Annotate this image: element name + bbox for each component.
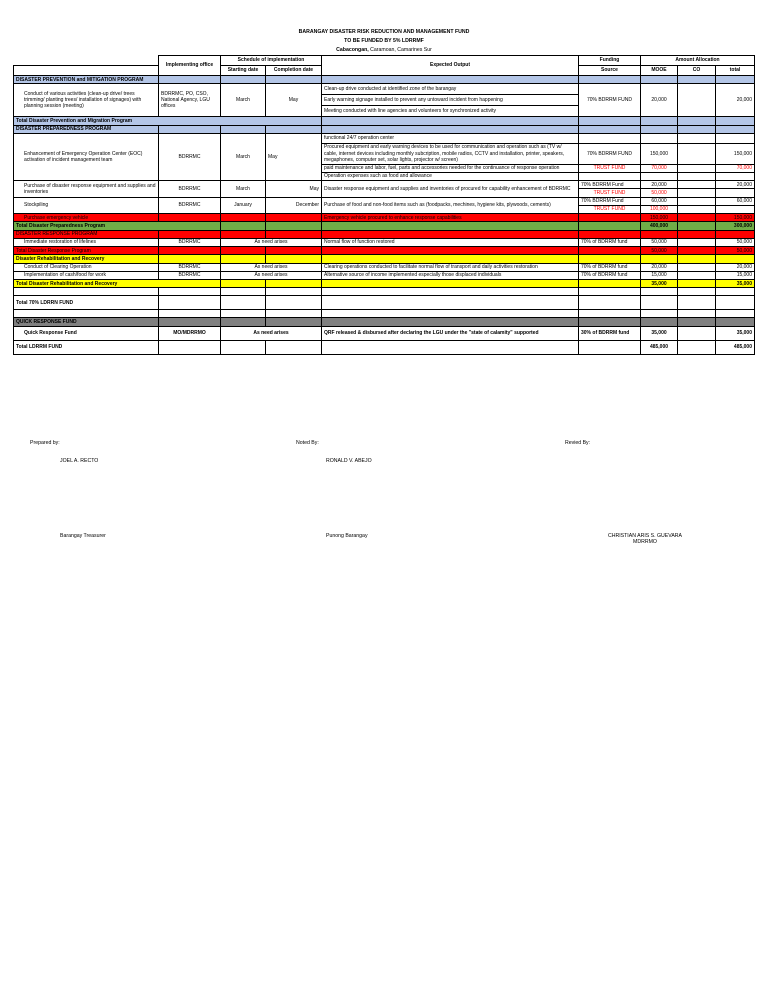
total-row-prevention: Total Disaster Prevention and Migration Program bbox=[14, 117, 755, 125]
col-completion: Completion date bbox=[266, 66, 322, 76]
source-cell: 70% BDRRM Fund bbox=[579, 181, 641, 189]
col-total: total bbox=[716, 66, 755, 76]
mooe-cell: 70,000 bbox=[641, 164, 678, 172]
mooe-cell: 20,000 bbox=[641, 84, 678, 117]
section-heading-response: DISASTER RESPONSE PROGRAM bbox=[14, 230, 755, 238]
output-cell: paid maintenance and labor, fuel, parts and accessories needed for the continuance of response operation bbox=[322, 164, 579, 172]
prepared-title: Barangay Treasurer bbox=[60, 533, 106, 539]
source-cell: 70% of BDRRM fund bbox=[579, 238, 641, 246]
schedule-cell: As need arises bbox=[221, 326, 322, 340]
header-row-1 bbox=[14, 56, 755, 66]
col-mooe: MOOE bbox=[641, 66, 678, 76]
office-cell: BDRRMC bbox=[159, 181, 221, 198]
mooe-cell: 50,000 bbox=[641, 189, 678, 197]
office-cell: BDRRMC, PO, CSO, National Agency, LGU offices bbox=[159, 84, 221, 117]
section-heading-rehabilitation: Disaster Rehabilitation and Recovery bbox=[14, 255, 755, 263]
source-cell: 70% of BDRRM fund bbox=[579, 263, 641, 271]
location-line bbox=[0, 47, 768, 53]
end-cell: December bbox=[266, 197, 322, 214]
fund-table bbox=[13, 55, 755, 355]
office-cell: BDRRMC bbox=[159, 133, 221, 180]
activity-cell: Purchase emergency vehicle bbox=[14, 214, 159, 222]
start-cell: March bbox=[221, 84, 266, 117]
prepared-name: JOEL A. RECTO bbox=[60, 458, 99, 464]
output-cell: Operation expenses such as food and allowance bbox=[322, 172, 579, 180]
total-row-rehabilitation: Total Disaster Rehabilitation and Recovery 35,000 35,000 bbox=[14, 280, 755, 288]
output-cell: Clean-up drive conducted at identified zone of the barangay bbox=[322, 84, 579, 95]
end-cell: May bbox=[266, 181, 322, 198]
output-cell: Emergency vehicle procured to enhance response capabilities bbox=[322, 214, 579, 222]
total-cell: 70,000 bbox=[716, 164, 755, 172]
noted-name: RONALD V. ABEJO bbox=[326, 458, 372, 464]
noted-by-label: Noted By: bbox=[296, 440, 319, 446]
table-row-vehicle bbox=[14, 214, 755, 222]
schedule-cell: As need arises bbox=[221, 263, 322, 271]
total-cell: 50,000 bbox=[716, 238, 755, 246]
source-cell: 70% BDRRM Fund bbox=[579, 197, 641, 205]
col-schedule: Schedule of implementation bbox=[221, 56, 322, 66]
col-source: Source bbox=[579, 66, 641, 76]
total-cell: 20,000 bbox=[716, 84, 755, 117]
output-cell: Early warning signage installed to prevent any untoward incident from happening bbox=[322, 95, 579, 106]
table-row bbox=[14, 263, 755, 271]
activity-cell: Enhancement of Emergency Operation Center (EOC) activation of incident management team bbox=[14, 133, 159, 180]
output-cell: Procured equipment and early warning devices to be used for communication and operation such as (TV w/ cable, internet devices including monthly subcription, mobile radios, CCTV and installation, printer, speakers, megaphones, computer set, solar lights, projector w/ screen) bbox=[322, 143, 579, 164]
mooe-cell: 50,000 bbox=[641, 238, 678, 246]
section-heading-prevention: DISASTER PREVENTION and MITIGATION PROGRAM bbox=[14, 76, 755, 84]
municipality-province: Caramoan, Camarines Sur bbox=[368, 47, 432, 53]
activity-cell: Purchase of disaster response equipment and supplies and inventories bbox=[14, 181, 159, 198]
source-cell: 70% BDRRM FUND bbox=[579, 143, 641, 164]
end-cell: May bbox=[266, 84, 322, 117]
total-cell: 150,000 bbox=[716, 214, 755, 222]
barangay-name: Cabacongan, bbox=[336, 47, 369, 53]
col-co: CO bbox=[678, 66, 716, 76]
activity-cell: Quick Response Fund bbox=[14, 326, 159, 340]
grand-total-row: Total LDRRM FUND 485,000 485,000 bbox=[14, 340, 755, 354]
output-cell: Alternative source of income implemented especially those displaced individuals bbox=[322, 271, 579, 279]
col-funding: Funding bbox=[579, 56, 641, 66]
col-allocation: Amount Allocation bbox=[641, 56, 755, 66]
output-cell: QRF released & disbursed after declaring the LGU under the "state of calamity" supported bbox=[322, 326, 579, 340]
office-cell: BDRRMC bbox=[159, 271, 221, 279]
total-cell: 60,000 bbox=[716, 197, 755, 205]
activity-cell: Implementation of cash/food for work bbox=[14, 271, 159, 279]
source-cell: TRUST FUND bbox=[579, 205, 641, 213]
total-cell: 15,000 bbox=[716, 271, 755, 279]
mooe-cell: 15,000 bbox=[641, 271, 678, 279]
revied-by-label: Revied By: bbox=[565, 440, 591, 446]
source-cell: 70% of BDRRM fund bbox=[579, 271, 641, 279]
office-cell: BDRRMC bbox=[159, 197, 221, 214]
total-cell: 35,000 bbox=[716, 326, 755, 340]
table-row bbox=[14, 133, 755, 143]
mooe-cell: 20,000 bbox=[641, 263, 678, 271]
end-cell: May bbox=[266, 133, 322, 180]
table-row bbox=[14, 197, 755, 205]
mooe-cell: 100,000 bbox=[641, 205, 678, 213]
total-cell: 20,000 bbox=[716, 181, 755, 189]
source-cell: TRUST FUND bbox=[579, 164, 641, 172]
start-cell: January bbox=[221, 197, 266, 214]
revied-block bbox=[590, 533, 700, 545]
office-cell: BDRRMC bbox=[159, 238, 221, 246]
document-title: BARANGAY DISASTER RISK REDUCTION AND MANAGEMENT FUND bbox=[298, 29, 470, 35]
col-start: Starting date bbox=[221, 66, 266, 76]
mooe-cell: 20,000 bbox=[641, 181, 678, 189]
col-expected: Expected Output bbox=[322, 56, 579, 76]
table-row bbox=[14, 84, 755, 95]
schedule-cell: As need arises bbox=[221, 238, 322, 246]
activity-cell: Stockpiling bbox=[14, 197, 159, 214]
mooe-cell: 150,000 bbox=[641, 214, 678, 222]
source-cell: TRUST FUND bbox=[579, 189, 641, 197]
source-cell: 70% BDRRM FUND bbox=[579, 84, 641, 117]
revied-name: CHRISTIAN ARIS S. GUEVARA bbox=[608, 533, 682, 539]
output-cell: functional 24/7 operation center bbox=[322, 133, 579, 143]
mooe-cell: 150,000 bbox=[641, 143, 678, 164]
total-cell: 150,000 bbox=[716, 143, 755, 164]
activity-cell: Immediate restoration of lifelines bbox=[14, 238, 159, 246]
schedule-cell: As need arises bbox=[221, 271, 322, 279]
start-cell: March bbox=[221, 181, 266, 198]
output-cell: Purchase of food and non-food items such as (foodpacks, mechines, hygiene kits, plywoods, cements) bbox=[322, 197, 579, 214]
table-row bbox=[14, 271, 755, 279]
activity-cell: Conduct of Clearing Operation bbox=[14, 263, 159, 271]
noted-title: Punong Barangay bbox=[326, 533, 368, 539]
output-cell: Meeting conducted with line agencies and volunteers for synchronized activity bbox=[322, 106, 579, 117]
revied-title: MDRRMO bbox=[633, 539, 657, 545]
section-heading-preparedness: DISASTER PREPAREDNESS PROGRAM bbox=[14, 125, 755, 133]
output-cell: Normal flow of function restored bbox=[322, 238, 579, 246]
output-cell: Disaster response equipment and supplies and inventories of procured for capability enhancement of BDRRMC bbox=[322, 181, 579, 198]
source-cell: 30% of BDRRM fund bbox=[579, 326, 641, 340]
spacer-row bbox=[14, 310, 755, 318]
table-row bbox=[14, 326, 755, 340]
spacer-row bbox=[14, 288, 755, 296]
activity-cell: Conduct of various activities (clean-up drive/ trees trimming/ planting trees/ installation of signages) with planning session (meeting) bbox=[14, 84, 159, 117]
table-row bbox=[14, 181, 755, 189]
total-70-row: Total 70% LDRRN FUND bbox=[14, 296, 755, 310]
total-row-preparedness: Total Disaster Preparedness Program 400,000 300,000 bbox=[14, 222, 755, 230]
col-implementing: Implementing office bbox=[159, 56, 221, 76]
start-cell: March bbox=[221, 133, 266, 180]
office-cell: BDRRMC bbox=[159, 263, 221, 271]
section-heading-qrf: QUICK RESPONSE FUND bbox=[14, 318, 755, 326]
office-cell: MO/MDRRMO bbox=[159, 326, 221, 340]
prepared-by-label: Prepared by: bbox=[30, 440, 60, 446]
total-row-response: Total Disaster Response Program 50,000 50,000 bbox=[14, 247, 755, 255]
mooe-cell: 35,000 bbox=[641, 326, 678, 340]
mooe-cell: 60,000 bbox=[641, 197, 678, 205]
output-cell: Clearing operations conducted to facilitate normal flow of transport and daily activities restoration bbox=[322, 263, 579, 271]
table-row bbox=[14, 238, 755, 246]
total-cell: 20,000 bbox=[716, 263, 755, 271]
document-subtitle: TO BE FUNDED BY 5% LDRRMF bbox=[344, 38, 424, 44]
